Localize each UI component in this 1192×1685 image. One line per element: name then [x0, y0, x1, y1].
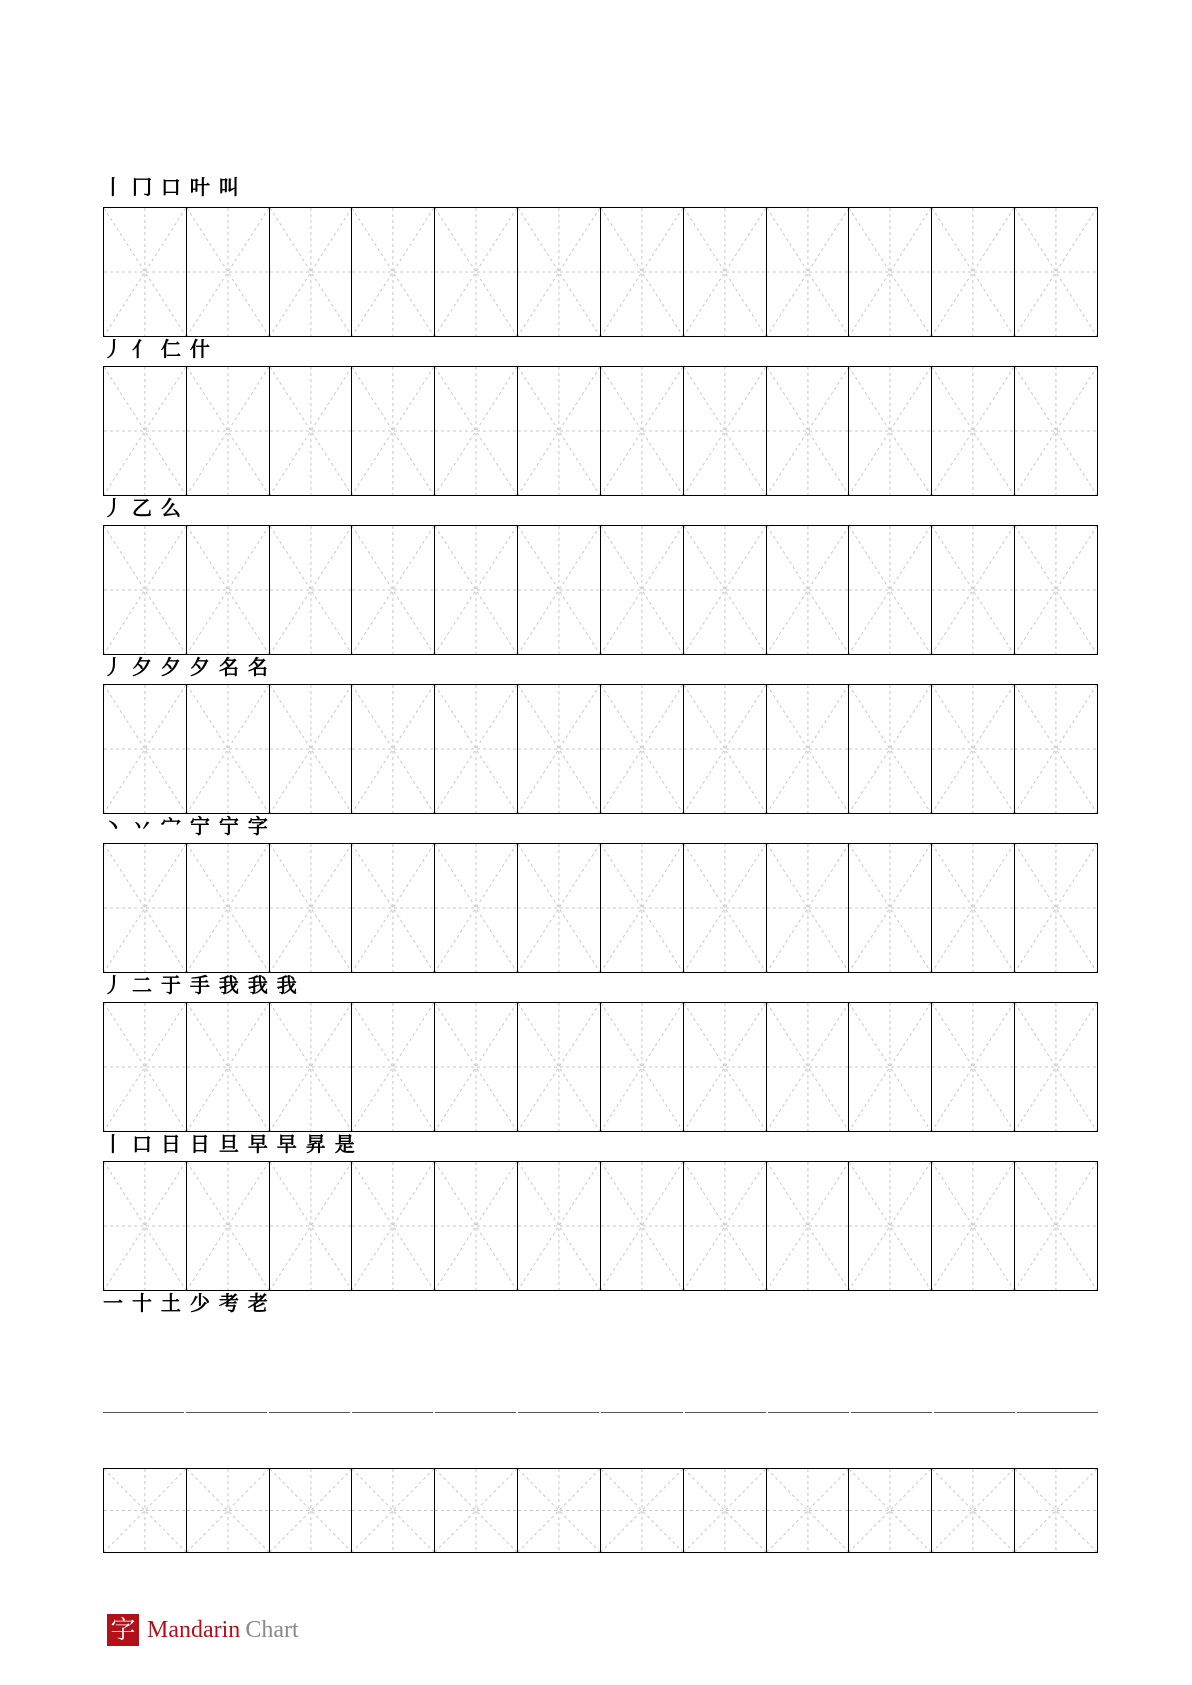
guide-lines [104, 208, 186, 336]
guide-lines [187, 685, 269, 813]
practice-cell [187, 367, 270, 495]
practice-cell [601, 526, 684, 654]
stroke-order-label: 丿 亻 仁 什 [103, 337, 211, 361]
practice-cell [352, 1162, 435, 1290]
guide-lines [601, 685, 683, 813]
brand-logo [107, 1614, 299, 1646]
guide-lines [435, 526, 517, 654]
guide-lines [1015, 1469, 1097, 1552]
brand-word-chart: Chart [245, 1616, 299, 1643]
practice-cell [270, 685, 353, 813]
practice-cell [849, 1003, 932, 1131]
practice-cell [187, 1003, 270, 1131]
writing-line-segment [1017, 1412, 1098, 1413]
practice-cell [849, 1469, 932, 1552]
practice-cell [1015, 1162, 1097, 1290]
brand-name [147, 1617, 299, 1644]
practice-cell [932, 685, 1015, 813]
guide-lines [270, 526, 352, 654]
practice-cell [352, 367, 435, 495]
guide-lines [1015, 1003, 1097, 1131]
practice-cell [849, 685, 932, 813]
guide-lines [352, 367, 434, 495]
guide-lines [518, 526, 600, 654]
practice-grid [103, 684, 1098, 814]
guide-lines [849, 367, 931, 495]
guide-lines [270, 1003, 352, 1131]
guide-lines [601, 208, 683, 336]
guide-lines [767, 526, 849, 654]
stroke-order-label: 丨 ⼌ 口 叶 叫 [103, 175, 240, 199]
guide-lines [518, 208, 600, 336]
guide-lines [270, 1469, 352, 1552]
guide-lines [352, 526, 434, 654]
practice-cell [435, 1469, 518, 1552]
practice-cell [352, 685, 435, 813]
practice-cell [767, 685, 850, 813]
practice-cell [104, 1162, 187, 1290]
practice-cell [849, 1162, 932, 1290]
practice-cell [767, 526, 850, 654]
guide-lines [270, 844, 352, 972]
practice-cell [601, 1162, 684, 1290]
guide-lines [849, 1162, 931, 1290]
guide-lines [518, 1003, 600, 1131]
practice-cell [104, 1003, 187, 1131]
practice-grid [103, 525, 1098, 655]
practice-cell [435, 526, 518, 654]
practice-cell [849, 844, 932, 972]
practice-cell [435, 367, 518, 495]
practice-cell [684, 1162, 767, 1290]
practice-cell [601, 208, 684, 336]
practice-cell [1015, 208, 1097, 336]
guide-lines [187, 1469, 269, 1552]
practice-cell [518, 367, 601, 495]
practice-cell [518, 1469, 601, 1552]
guide-lines [104, 844, 186, 972]
guide-lines [352, 1003, 434, 1131]
practice-cell [518, 685, 601, 813]
guide-lines [104, 685, 186, 813]
practice-cell [187, 208, 270, 336]
practice-cell [767, 1162, 850, 1290]
practice-cell [270, 208, 353, 336]
guide-lines [684, 844, 766, 972]
writing-line-segment [518, 1412, 599, 1413]
writing-line-segment [685, 1412, 766, 1413]
practice-cell [1015, 1003, 1097, 1131]
guide-lines [1015, 685, 1097, 813]
guide-lines [518, 685, 600, 813]
guide-lines [767, 367, 849, 495]
guide-lines [104, 526, 186, 654]
guide-lines [849, 844, 931, 972]
guide-lines [684, 208, 766, 336]
practice-cell [932, 208, 1015, 336]
guide-lines [352, 685, 434, 813]
guide-lines [932, 367, 1014, 495]
guide-lines [518, 1162, 600, 1290]
practice-cell [352, 844, 435, 972]
practice-cell [104, 526, 187, 654]
guide-lines [187, 208, 269, 336]
practice-grid [103, 207, 1098, 337]
guide-lines [601, 1469, 683, 1552]
practice-cell [187, 685, 270, 813]
practice-cell [849, 208, 932, 336]
guide-lines [932, 208, 1014, 336]
guide-lines [849, 685, 931, 813]
practice-cell [1015, 1469, 1097, 1552]
practice-cell [270, 844, 353, 972]
practice-cell [601, 1469, 684, 1552]
stroke-order-label: 丨 口 日 日 旦 早 早 昇 是 [103, 1132, 356, 1156]
practice-cell [352, 208, 435, 336]
guide-lines [104, 1469, 186, 1552]
guide-lines [270, 367, 352, 495]
practice-cell [187, 844, 270, 972]
practice-cell [352, 1003, 435, 1131]
guide-lines [435, 1162, 517, 1290]
practice-cell [187, 526, 270, 654]
guide-lines [601, 367, 683, 495]
stroke-order-label: 丿 夕 夕 夕 名 名 [103, 655, 269, 679]
practice-cell [849, 367, 932, 495]
writing-line-segment [186, 1412, 267, 1413]
guide-lines [435, 1469, 517, 1552]
guide-lines [767, 685, 849, 813]
guide-lines [270, 685, 352, 813]
practice-cell [104, 685, 187, 813]
practice-cell [435, 1162, 518, 1290]
practice-cell [435, 844, 518, 972]
guide-lines [352, 1469, 434, 1552]
guide-lines [849, 208, 931, 336]
logo-mark: 字 [107, 1614, 139, 1646]
guide-lines [1015, 844, 1097, 972]
practice-grid [103, 366, 1098, 496]
writing-line-segment [934, 1412, 1015, 1413]
practice-cell [518, 526, 601, 654]
practice-cell [932, 1469, 1015, 1552]
guide-lines [1015, 367, 1097, 495]
practice-cell [435, 685, 518, 813]
guide-lines [601, 526, 683, 654]
practice-cell [1015, 367, 1097, 495]
guide-lines [1015, 1162, 1097, 1290]
practice-cell [684, 208, 767, 336]
practice-cell [352, 1469, 435, 1552]
brand-word-mandarin: Mandarin [147, 1616, 241, 1643]
writing-line-segment [601, 1412, 682, 1413]
practice-cell [104, 367, 187, 495]
practice-cell [767, 1003, 850, 1131]
guide-lines [932, 1162, 1014, 1290]
practice-cell [270, 367, 353, 495]
practice-cell [601, 367, 684, 495]
guide-lines [932, 844, 1014, 972]
practice-cell [1015, 685, 1097, 813]
guide-lines [187, 367, 269, 495]
guide-lines [435, 844, 517, 972]
guide-lines [187, 1003, 269, 1131]
practice-cell [270, 1469, 353, 1552]
practice-cell [518, 1003, 601, 1131]
practice-cell [518, 844, 601, 972]
practice-cell [684, 1469, 767, 1552]
practice-cell [435, 1003, 518, 1131]
practice-cell [932, 367, 1015, 495]
practice-cell [684, 1003, 767, 1131]
writing-line-segment [435, 1412, 516, 1413]
guide-lines [601, 1003, 683, 1131]
stroke-order-label: 一 十 土 少 考 老 [103, 1291, 269, 1315]
guide-lines [435, 685, 517, 813]
guide-lines [1015, 208, 1097, 336]
guide-lines [932, 526, 1014, 654]
practice-cell [270, 526, 353, 654]
stroke-order-label: 丿 乙 么 [103, 496, 182, 520]
guide-lines [932, 1469, 1014, 1552]
guide-lines [270, 1162, 352, 1290]
practice-cell [932, 526, 1015, 654]
practice-cell [1015, 844, 1097, 972]
guide-lines [767, 1469, 849, 1552]
practice-cell [518, 208, 601, 336]
guide-lines [352, 844, 434, 972]
guide-lines [684, 1003, 766, 1131]
practice-cell [518, 1162, 601, 1290]
writing-line-segment [768, 1412, 849, 1413]
practice-cell [601, 685, 684, 813]
guide-lines [518, 367, 600, 495]
guide-lines [684, 526, 766, 654]
writing-line-segment [103, 1412, 184, 1413]
guide-lines [104, 1003, 186, 1131]
writing-line-segment [851, 1412, 932, 1413]
guide-lines [849, 1003, 931, 1131]
guide-lines [518, 844, 600, 972]
guide-lines [767, 1162, 849, 1290]
guide-lines [352, 208, 434, 336]
guide-lines [187, 1162, 269, 1290]
guide-lines [684, 1469, 766, 1552]
practice-cell [767, 367, 850, 495]
practice-cell [767, 844, 850, 972]
practice-cell [187, 1162, 270, 1290]
guide-lines [187, 526, 269, 654]
practice-cell [435, 208, 518, 336]
guide-lines [435, 1003, 517, 1131]
guide-lines [684, 367, 766, 495]
practice-cell [104, 844, 187, 972]
guide-lines [270, 208, 352, 336]
guide-lines [187, 844, 269, 972]
practice-cell [601, 1003, 684, 1131]
guide-lines [767, 844, 849, 972]
guide-lines [104, 1162, 186, 1290]
guide-lines [849, 1469, 931, 1552]
practice-cell [684, 367, 767, 495]
practice-cell [684, 844, 767, 972]
practice-cell [352, 526, 435, 654]
guide-lines [435, 208, 517, 336]
guide-lines [518, 1469, 600, 1552]
guide-lines [104, 367, 186, 495]
practice-cell [104, 208, 187, 336]
practice-cell [270, 1003, 353, 1131]
practice-grid [103, 843, 1098, 973]
practice-cell [187, 1469, 270, 1552]
guide-lines [435, 367, 517, 495]
practice-grid [103, 1002, 1098, 1132]
practice-cell [932, 1003, 1015, 1131]
guide-lines [601, 844, 683, 972]
practice-cell [767, 1469, 850, 1552]
guide-lines [767, 208, 849, 336]
practice-grid [103, 1468, 1098, 1553]
writing-line-segment [269, 1412, 350, 1413]
guide-lines [601, 1162, 683, 1290]
guide-lines [684, 1162, 766, 1290]
practice-grid [103, 1161, 1098, 1291]
guide-lines [1015, 526, 1097, 654]
stroke-order-label: 丿 二 于 手 我 我 我 [103, 973, 298, 997]
guide-lines [767, 1003, 849, 1131]
guide-lines [684, 685, 766, 813]
practice-cell [601, 844, 684, 972]
guide-lines [932, 1003, 1014, 1131]
practice-cell [1015, 526, 1097, 654]
guide-lines [352, 1162, 434, 1290]
guide-lines [932, 685, 1014, 813]
stroke-order-label: 丶 丷 宀 宁 宁 字 [103, 814, 269, 838]
guide-lines [849, 526, 931, 654]
practice-cell [849, 526, 932, 654]
practice-cell [104, 1469, 187, 1552]
practice-cell [684, 685, 767, 813]
practice-cell [684, 526, 767, 654]
practice-cell [932, 1162, 1015, 1290]
practice-cell [932, 844, 1015, 972]
practice-cell [767, 208, 850, 336]
writing-line-segment [352, 1412, 433, 1413]
practice-cell [270, 1162, 353, 1290]
